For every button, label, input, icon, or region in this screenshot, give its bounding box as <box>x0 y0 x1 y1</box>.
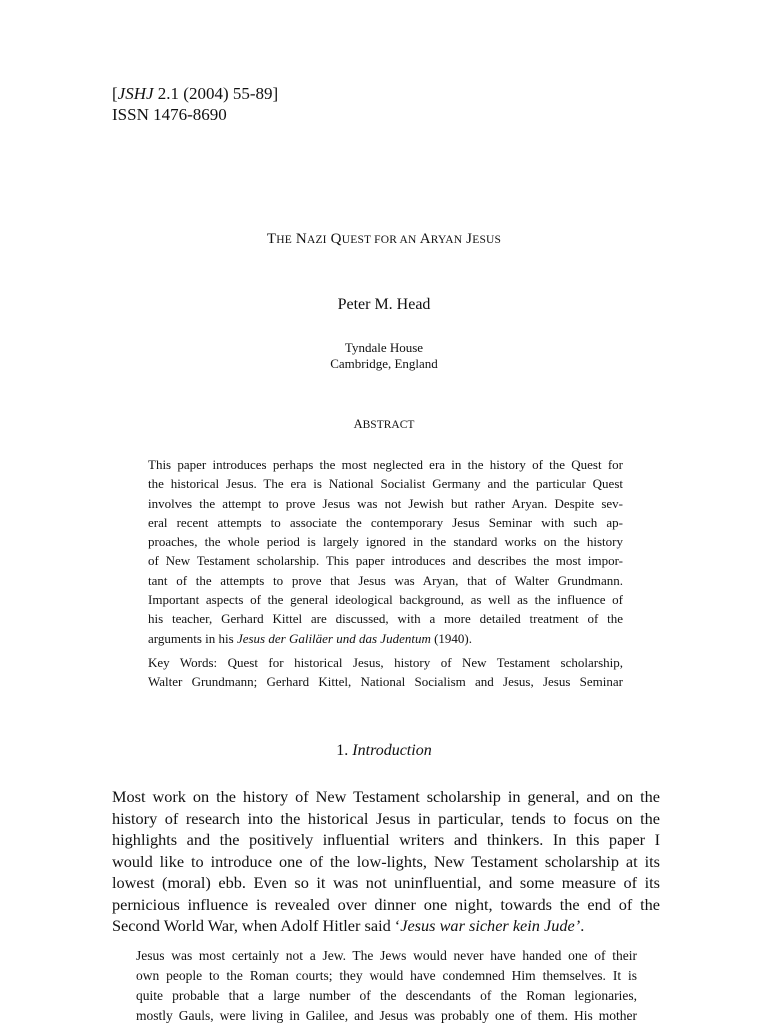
body-line: history of research into the historical Jesus in particular, tends to focus on the <box>112 808 660 828</box>
book-title: Jesus der Galiläer und das Judentum <box>236 630 431 646</box>
abstract-heading: ABSTRACT <box>353 417 415 431</box>
abstract-line: of New Testament scholarship. This paper introduces and describes the most impor- <box>148 553 623 569</box>
body-line: pernicious influence is revealed over dinner one night, towards the end of the <box>112 894 660 914</box>
abstract-line: This paper introduces perhaps the most neglected era in the history of the Quest for <box>148 457 623 472</box>
keywords-line: Walter Grundmann; Gerhard Kittel, National Socialism and Jesus, Jesus Seminar <box>148 674 623 690</box>
abstract-line: tant of the attempts to prove that Jesus was Aryan, that of Walter Grundmann. <box>148 572 623 588</box>
block-quote <box>136 946 637 1026</box>
abstract-line: proaches, the whole period is largely ignored in the standard works on the history <box>148 534 623 550</box>
abstract-line: arguments in his Jesus der Galiläer und das Judentum (1940). <box>148 630 473 646</box>
section-heading <box>0 742 768 760</box>
abstract-line: involves the attempt to prove Jesus was not Jewish but rather Aryan. Despite sev- <box>148 495 623 511</box>
citation-line: [JSHJ 2.1 (2004) 55-89] <box>112 84 279 103</box>
journal-abbrev: JSHJ <box>117 84 154 103</box>
abstract-line: his teacher, Gerhard Kittel are discussed, with a more detailed treatment of the <box>148 611 623 627</box>
quote-line: quite probable that a large number of the descendants of the Roman legionaries, <box>136 988 637 1003</box>
body-line: highlights and the positively influential writers and thinkers. In this paper I <box>112 830 660 849</box>
quote-line: mostly Gauls, were living in Galilee, and Jesus was probably one of them. His mother <box>136 1008 637 1023</box>
hitler-quote: Jesus war sicher kein Jude’ <box>400 916 581 935</box>
body-line: Second World War, when Adolf Hitler said ‘Jesus war sicher kein Jude’. <box>112 916 585 935</box>
issn: ISSN 1476-8690 <box>112 105 227 124</box>
abstract-body <box>148 455 623 692</box>
quote-line: Jesus was most certainly not a Jew. The Jews would never have handed one of their <box>136 948 637 963</box>
section-number: 1. <box>336 742 353 759</box>
affiliation-location: Cambridge, England <box>330 356 438 371</box>
body-line: Most work on the history of New Testament scholarship in general, and on the <box>112 787 660 806</box>
body-line: would like to introduce one of the low-lights, New Testament scholarship at its <box>112 851 660 871</box>
abstract-line: Important aspects of the general ideological background, as well as the influence of <box>148 592 623 608</box>
affiliation-institution: Tyndale House <box>344 340 424 355</box>
author-affiliation <box>0 340 768 372</box>
section-title: Introduction <box>352 742 432 759</box>
paper-title: THE NAZI QUEST FOR AN ARYAN JESUS <box>266 231 502 247</box>
journal-citation <box>112 83 278 125</box>
abstract-line: eral recent attempts to associate the contemporary Jesus Seminar with such ap- <box>148 514 623 530</box>
body-paragraph <box>112 786 660 937</box>
quote-line: own people to the Roman courts; they would have condemned Him themselves. It is <box>136 968 637 983</box>
body-line: lowest (moral) ebb. Even so it was not uninfluential, and some measure of its <box>112 873 660 892</box>
citation-volume-pages: 2.1 (2004) 55-89] <box>153 84 279 103</box>
keywords-line: Key Words: Quest for historical Jesus, history of New Testament scholarship, <box>148 654 623 670</box>
author-name: Peter M. Head <box>337 296 431 313</box>
abstract-line: the historical Jesus. The era is National Socialist Germany and the particular Quest <box>148 476 623 492</box>
